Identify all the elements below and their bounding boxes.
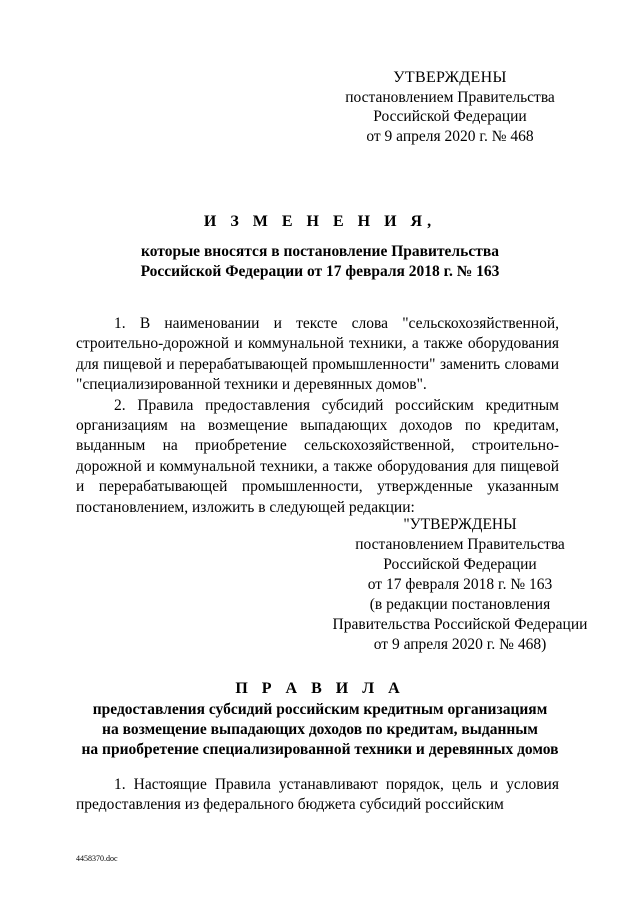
approval-line: от 9 апреля 2020 г. № 468) [373, 636, 547, 653]
approval-stamp-top [340, 68, 560, 146]
paragraph-2: 2. Правила предоставления субсидий российским кредитным организациям на возмещение выпадающих доходов по кредитам, выданным на приобретение сельскохозяйственной, строительно-дорожной и коммунальной техники, а также оборудования для пищевой и перерабатывающей промышленности, утвержденные указанным постановлением, изложить в следующей редакции: [76, 396, 559, 516]
approval-line: Российской Федерации [373, 108, 527, 125]
approval-line: постановлением Правительства [345, 88, 555, 106]
changes-body [76, 314, 559, 518]
approval-heading: УТВЕРЖДЕНЫ [393, 69, 507, 86]
changes-subtitle-line: которые вносятся в постановление Правительства [141, 243, 499, 260]
approval-line: от 17 февраля 2018 г. № 163 [367, 576, 553, 593]
approval-line: (в редакции постановления [369, 596, 551, 613]
approval-line: постановлением Правительства [355, 536, 565, 553]
paragraph-1: 1. В наименовании и тексте слова "сельскохозяйственной, строительно-дорожной и коммунальной техники, а также оборудования для пищевой и перерабатывающей промышленности" заменить словами "специализированной техники и деревянных домов". [76, 315, 559, 394]
rules-paragraph-1: 1. Настоящие Правила устанавливают порядок, цель и условия предоставления из федерального бюджета субсидий российским [76, 776, 559, 814]
rules-body [76, 775, 559, 816]
approval-heading: "УТВЕРЖДЕНЫ [403, 516, 517, 533]
rules-subtitle-line: на приобретение специализированной техники и деревянных домов [81, 741, 559, 758]
approval-line: Правительства Российской Федерации [332, 616, 588, 633]
rules-title: П Р А В И Л А [235, 680, 405, 697]
rules-subtitle-line: на возмещение выпадающих доходов по кредитам, выданным [102, 721, 538, 738]
file-name-footer: 4458370.doc [76, 854, 118, 863]
approval-line: Российской Федерации [383, 556, 537, 573]
approval-date-number: от 9 апреля 2020 г. № 468 [366, 127, 534, 145]
changes-subtitle [60, 242, 580, 282]
rules-subtitle [60, 700, 580, 760]
changes-subtitle-line: Российской Федерации от 17 февраля 2018 г. № 163 [140, 263, 500, 280]
changes-title: И З М Е Н Е Н И Я, [203, 213, 437, 230]
approval-stamp-quoted [330, 515, 590, 655]
rules-subtitle-line: предоставления субсидий российским кредитным организациям [92, 701, 548, 718]
